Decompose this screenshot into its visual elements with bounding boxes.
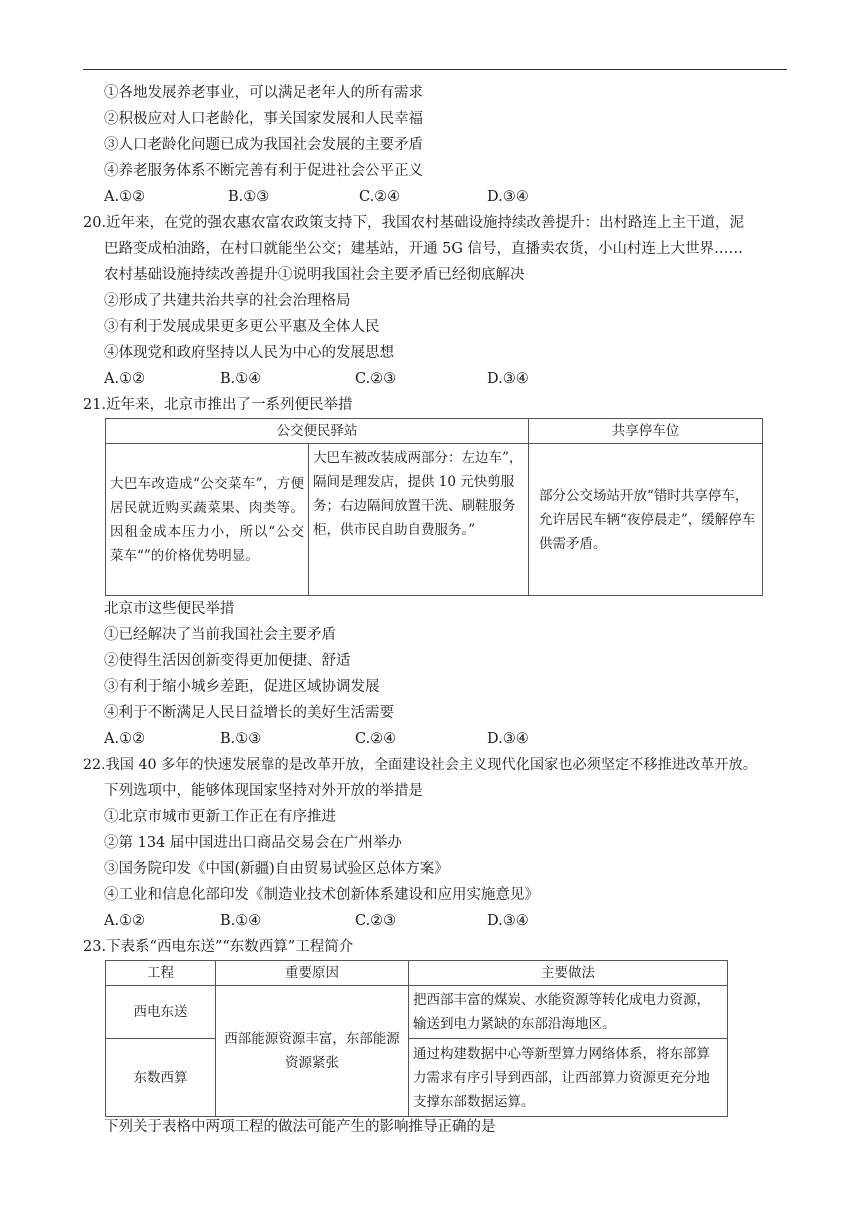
q21-lead: 北京市这些便民举措 (104, 601, 235, 617)
q22-stem-2: 下列选项中，能够体现国家坚持对外开放的举措是 (104, 783, 423, 799)
q19-option-d: D.③④ (487, 189, 529, 205)
header-rule (83, 69, 787, 70)
q19-option-c: C.②④ (359, 189, 401, 205)
q19-option-b: B.①③ (228, 189, 270, 205)
q19-item-1: ①各地发展养老事业，可以满足老年人的所有需求 (104, 85, 423, 101)
q22-item-3: ③国务院印发《中国(新疆)自由贸易试验区总体方案》 (104, 861, 449, 877)
q21-option-a: A.①② (104, 731, 146, 747)
q20-stem-1: 20.近年来，在党的强农惠农富农政策支持下，我国农村基础设施持续改善提升：出村路连上主干道，泥 (83, 215, 745, 231)
q21-item-3: ③有利于缩小城乡差距，促进区域协调发展 (104, 679, 380, 695)
q23-stem: 23.下表系“西电东送”“东数西算”工程简介 (83, 939, 354, 955)
q22-stem-1: 22.我国 40 多年的快速发展靠的是改革开放，全面建设社会主义现代化国家也必须坚定不移推进改革开放。 (83, 757, 757, 773)
q22-item-4: ④工业和信息化部印发《制造业技术创新体系建设和应用实施意见》 (104, 887, 539, 903)
q22-option-b: B.①④ (220, 913, 262, 929)
q20-option-c: C.②③ (355, 371, 397, 387)
q21-option-c: C.②④ (355, 731, 397, 747)
q20-item-2: ②形成了共建共治共享的社会治理格局 (104, 293, 351, 309)
q23-row2-method: 通过构建数据中心等新型算力网络体系，将东部算力需求有序引导到西部，让西部算力资源更充分地支撑东部数据运算。 (409, 1039, 728, 1117)
q21-item-4: ④利于不断满足人民日益增长的美好生活需要 (104, 705, 394, 721)
q22-option-c: C.②③ (355, 913, 397, 929)
q23-table (105, 960, 728, 1117)
q23-header-project: 工程 (106, 961, 216, 986)
q21-table (105, 418, 763, 596)
q20-stem-2: 巴路变成柏油路，在村口就能坐公交；建基站，开通 5G 信号，直播卖农货，小山村连上大世界…… (104, 241, 744, 257)
q21-cell-barber-bus: 大巴车被改装成两部分：左边车”，隔间是理发店，提供 10 元快剪服务；右边隔间放置干洗、刷鞋服务柜，供市民自助自费服务。” (309, 444, 529, 596)
q19-option-a: A.①② (104, 189, 146, 205)
q23-header-reason: 重要原因 (216, 961, 409, 986)
q23-row1-name: 西电东送 (106, 986, 216, 1039)
q21-header-station: 公交便民驿站 (106, 419, 529, 444)
q19-item-4: ④养老服务体系不断完善有利于促进社会公平正义 (104, 163, 423, 179)
q20-stem-3: 农村基础设施持续改善提升①说明我国社会主要矛盾已经彻底解决 (104, 267, 525, 283)
q23-row1-method: 把西部丰富的煤炭、水能资源等转化成电力资源，输送到电力紧缺的东部沿海地区。 (409, 986, 728, 1039)
q21-option-b: B.①③ (220, 731, 262, 747)
q23-row2-name: 东数西算 (106, 1039, 216, 1117)
q21-cell-vegetable-bus: 大巴车改造成“公交菜车”，方便居民就近购买蔬菜果、肉类等。因租金成本压力小，所以“公交菜车“”的价格优势明显。 (106, 444, 309, 596)
q20-option-b: B.①④ (220, 371, 262, 387)
q20-item-3: ③有利于发展成果更多更公平惠及全体人民 (104, 319, 380, 335)
q22-item-2: ②第 134 届中国进出口商品交易会在广州举办 (104, 835, 402, 851)
q22-item-1: ①北京市城市更新工作正在有序推进 (104, 809, 336, 825)
q23-reason-cell: 西部能源资源丰富，东部能源资源紧张 (216, 986, 409, 1117)
q20-option-d: D.③④ (487, 371, 529, 387)
q21-item-1: ①已经解决了当前我国社会主要矛盾 (104, 627, 336, 643)
q21-item-2: ②使得生活因创新变得更加便捷、舒适 (104, 653, 351, 669)
q19-item-3: ③人口老龄化问题已成为我国社会发展的主要矛盾 (104, 137, 423, 153)
q20-item-4: ④体现党和政府坚持以人民为中心的发展思想 (104, 345, 394, 361)
q23-header-method: 主要做法 (409, 961, 728, 986)
q22-option-d: D.③④ (487, 913, 529, 929)
q21-header-parking: 共享停车位 (529, 419, 763, 444)
q19-item-2: ②积极应对人口老龄化，事关国家发展和人民幸福 (104, 111, 423, 127)
q21-stem: 21.近年来，北京市推出了一系列便民举措 (83, 397, 353, 413)
q22-option-a: A.①② (104, 913, 146, 929)
q23-tail: 下列关于表格中两项工程的做法可能产生的影响推导正确的是 (104, 1119, 496, 1135)
q21-option-d: D.③④ (487, 731, 529, 747)
q21-cell-parking: 部分公交场站开放“错时共享停车，允许居民车辆“夜停晨走”，缓解停车供需矛盾。 (529, 444, 763, 596)
q20-option-a: A.①② (104, 371, 146, 387)
